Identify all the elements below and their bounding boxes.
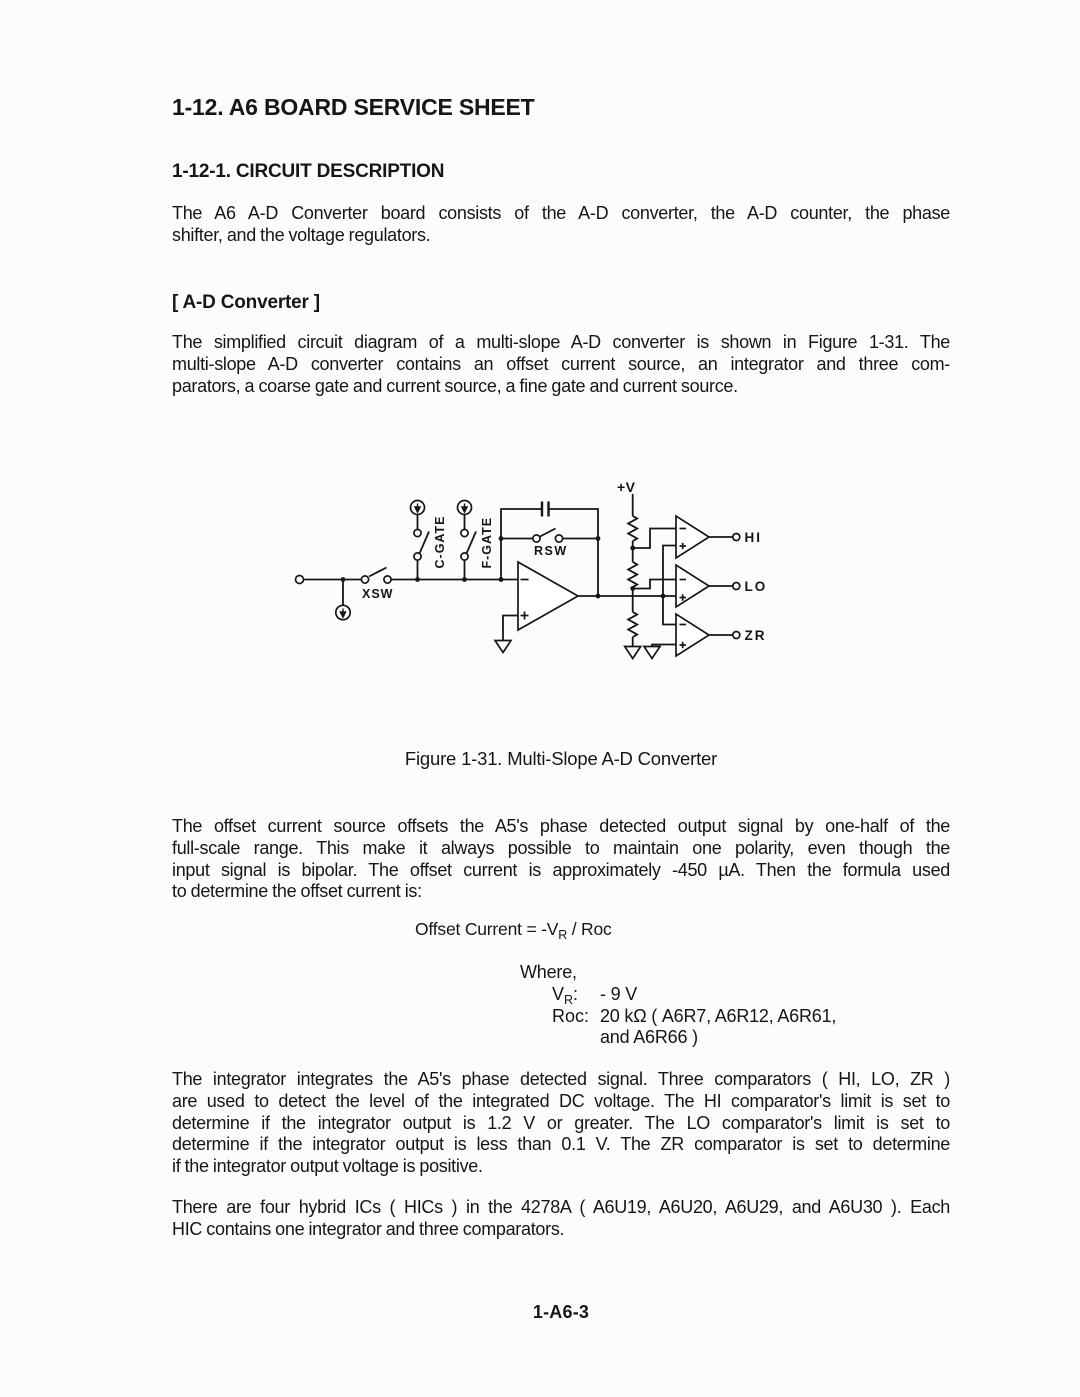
xsw-label: XSW: [362, 587, 394, 601]
page-number: 1-A6-3: [532, 1302, 590, 1322]
text-line: full-scale range. This make it always possible to maintain one polarity, even though the: [172, 837, 950, 858]
text-line: are used to detect the level of the integrated DC voltage. The HI comparator's limit is set to: [172, 1090, 950, 1111]
ground-symbol-zr: [644, 647, 660, 659]
circuit-diagram-figure-1-31: [280, 448, 780, 672]
f-gate-label: F-GATE: [480, 516, 494, 569]
paragraph-ad-converter-intro: [172, 332, 950, 397]
text-line: determine if the integrator output is 1.2 V or greater. The LO comparator's limit is set to: [172, 1112, 950, 1133]
comparator-zr: [676, 614, 709, 656]
comparator-lo: [676, 565, 709, 607]
text-line: The simplified circuit diagram of a multi-slope A-D converter is shown in Figure 1-31. The: [172, 332, 950, 352]
text-line: There are four hybrid ICs ( HICs ) in the 4278A ( A6U19, A6U20, A6U29, and A6U30 ). Each: [172, 1197, 950, 1217]
roc-term: Roc:: [552, 1006, 590, 1026]
formula-lhs: Offset Current = -V: [415, 919, 559, 939]
text-line: HIC contains one integrator and three comparators.: [172, 1218, 565, 1239]
figure-caption: Figure 1-31. Multi-Slope A-D Converter: [404, 748, 718, 769]
resistor-2: [628, 562, 637, 587]
resistor-1: [628, 516, 637, 541]
text-line: The integrator integrates the A5's phase detected signal. Three comparators ( HI, LO, ZR ): [172, 1069, 950, 1089]
integrator-opamp: [518, 562, 578, 630]
page-title: 1-12. A6 BOARD SERVICE SHEET: [172, 94, 535, 120]
rsw-contact: [555, 535, 562, 542]
text-line: multi-slope A-D converter contains an offset current source, an integrator and three com-: [172, 353, 950, 374]
zr-output-label: ZR: [744, 628, 767, 643]
c-gate-contact: [414, 553, 421, 560]
paragraph-circuit-description: [172, 203, 950, 247]
resistor-3: [628, 612, 637, 637]
subsection-heading-ad-converter: [ A-D Converter ]: [172, 292, 320, 313]
formula-rhs: / Roc: [567, 919, 612, 939]
text-line: shifter, and the voltage regulators.: [172, 224, 431, 245]
text-line: input signal is bipolar. The offset current is approximately -450 µA. Then the formula used: [172, 859, 950, 880]
supply-label: +V: [617, 479, 636, 495]
where-label: Where,: [520, 962, 577, 982]
c-gate-label: C-GATE: [433, 515, 447, 569]
comparator-hi: [676, 516, 709, 558]
c-gate-contact: [414, 529, 421, 536]
rsw-label: RSW: [534, 544, 568, 558]
paragraph-integrator: [172, 1069, 950, 1178]
text-line: The A6 A-D Converter board consists of the A-D converter, the A-D counter, the phase: [172, 203, 950, 223]
xsw-contact: [384, 576, 391, 583]
hi-output-label: HI: [744, 530, 762, 545]
where-row-vr: [0, 984, 1080, 1006]
where-row-roc: [0, 1006, 1080, 1028]
text-line: determine if the integrator output is less than 0.1 V. The ZR comparator is set to determine: [172, 1134, 950, 1155]
input-terminal: [296, 576, 304, 584]
zr-output-terminal: [733, 632, 740, 639]
xsw-contact: [361, 576, 368, 583]
text-line: to determine the offset current is:: [172, 881, 422, 902]
roc-value: 20 kΩ ( A6R7, A6R12, A6R61,: [600, 1006, 837, 1026]
f-gate-contact: [461, 553, 468, 560]
rsw-contact: [533, 535, 540, 542]
vr-term: $V_R$:: [552, 984, 579, 1007]
section-heading-circuit-description: 1-12-1. CIRCUIT DESCRIPTION: [172, 161, 445, 182]
hi-output-terminal: [733, 534, 740, 541]
ground-symbol-ladder: [625, 647, 641, 659]
paragraph-hybrid-ics: [172, 1197, 950, 1241]
offset-current-formula: [415, 919, 612, 940]
vr-value: - 9 V: [600, 984, 638, 1004]
ground-symbol-opamp: [495, 641, 511, 653]
current-source-arrows: [340, 504, 467, 618]
text-line: parators, a coarse gate and current source, a fine gate and current source.: [172, 375, 738, 396]
lo-output-terminal: [733, 583, 740, 590]
lo-output-label: LO: [744, 579, 768, 594]
f-gate-contact: [461, 529, 468, 536]
where-row-roc-continuation: [0, 1027, 1080, 1049]
paragraph-offset-current: [172, 816, 950, 903]
text-line: The offset current source offsets the A5's phase detected output signal by one-half of the: [172, 816, 950, 836]
text-line: if the integrator output voltage is positive.: [172, 1156, 483, 1177]
feedback-capacitor: [542, 502, 549, 517]
roc-value-continuation: and A6R66 ): [600, 1027, 698, 1047]
formula-subscript: R: [558, 928, 568, 942]
